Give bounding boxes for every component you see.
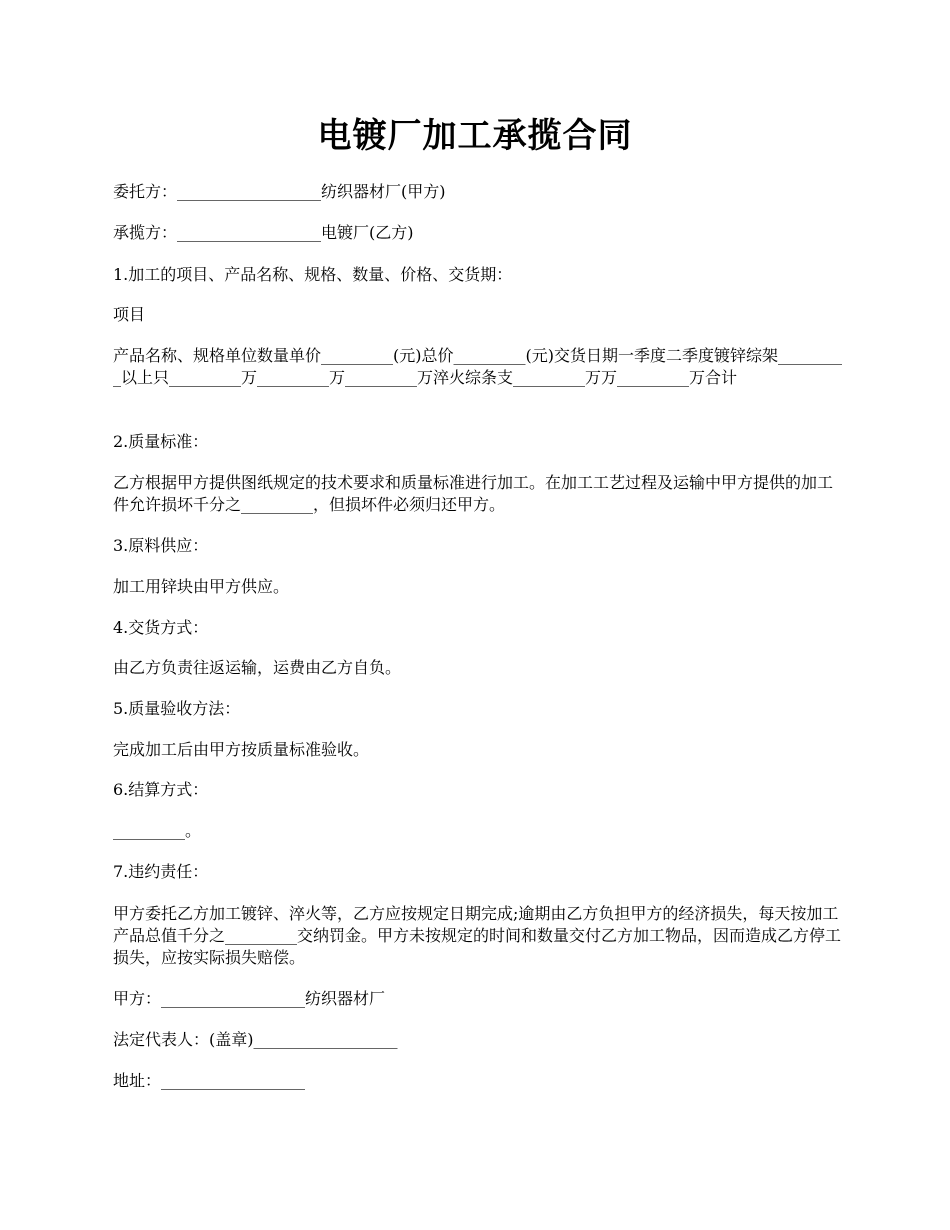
section-4-heading: 4.交货方式： <box>113 618 209 637</box>
contractor-party-line: 承揽方：__________________电镀厂(乙方) <box>113 223 414 242</box>
breach-liability-paragraph: 甲方委托乙方加工镀锌、淬火等，乙方应按规定日期完成;逾期由乙方负担甲方的经济损失，每天按加工产品总值千分之_________交纳罚金。甲方未按规定的时间和数量交付乙方加工物品，因而造成乙方停工损失，应按实际损失赔偿。 <box>113 904 842 967</box>
quality-standard-paragraph: 乙方根据甲方提供图纸规定的技术要求和质量标准进行加工。在加工工艺过程及运输中甲方提供的加工件允许损坏千分之_________，但损坏件必须归还甲方。 <box>113 473 834 514</box>
section-3-heading: 3.原料供应： <box>113 536 209 555</box>
section-2-heading: 2.质量标准： <box>113 432 209 451</box>
legal-representative-line: 法定代表人：(盖章)__________________ <box>113 1030 398 1049</box>
product-details-paragraph: 产品名称、规格单位数量单价_________(元)总价_________(元)交货日期一季度二季度镀锌综架_________以上只_________万_________万_________万淬火综条支_________万万_________万合计 <box>113 346 842 387</box>
material-supply-paragraph: 加工用锌块由甲方供应。 <box>113 577 290 596</box>
party-a-signature-line: 甲方：__________________纺织器材厂 <box>113 989 386 1008</box>
acceptance-method-paragraph: 完成加工后由甲方按质量标准验收。 <box>113 740 370 759</box>
section-7-heading: 7.违约责任： <box>113 862 209 881</box>
client-party-line: 委托方：__________________纺织器材厂(甲方) <box>113 182 446 201</box>
address-line: 地址：__________________ <box>113 1071 306 1090</box>
delivery-method-paragraph: 由乙方负责往返运输，运费由乙方自负。 <box>113 658 402 677</box>
settlement-method-paragraph: _________。 <box>113 821 202 840</box>
document-title: 电镀厂加工承揽合同 <box>317 116 633 156</box>
section-1-heading: 1.加工的项目、产品名称、规格、数量、价格、交货期： <box>113 265 513 284</box>
item-heading: 项目 <box>113 305 146 324</box>
section-6-heading: 6.结算方式： <box>113 780 209 799</box>
section-5-heading: 5.质量验收方法： <box>113 699 241 718</box>
